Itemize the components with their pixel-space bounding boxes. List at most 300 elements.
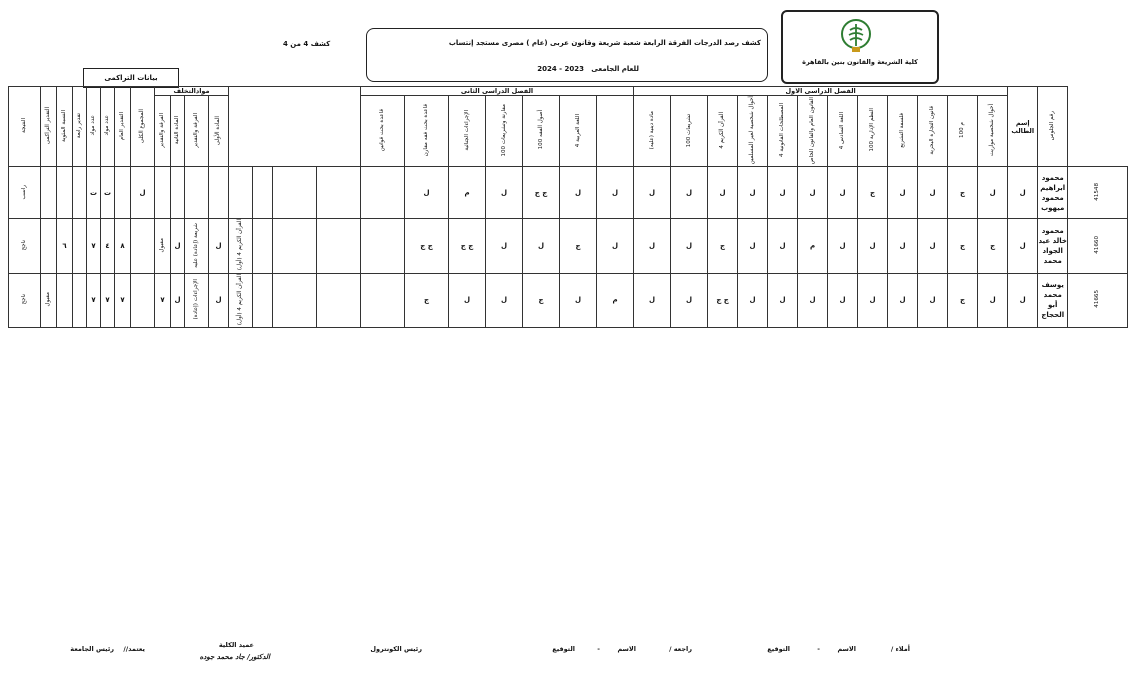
term2-grade-cell	[560, 219, 597, 273]
carryover-cell-text: القرآن الكريم 4 (أول)	[237, 219, 244, 271]
summary-header-text: عدد مواد	[104, 115, 110, 136]
term2-subject-header	[449, 96, 486, 167]
summary-header-text: التقدير التراكمى	[45, 107, 51, 145]
header-row-subjects	[9, 96, 1148, 167]
term1-grade-cell	[1008, 273, 1038, 327]
term1-subject-header	[888, 96, 918, 167]
carryover-cell-text: القرآن الكريم 4 (أول)	[237, 273, 244, 325]
summary-cell	[41, 273, 57, 327]
term2-grade-cell-text: م	[612, 296, 618, 305]
term2-grade-cell-text: ج ج	[460, 241, 474, 250]
roll-number-cell	[1068, 273, 1128, 327]
term2-grade-cell-text: م	[464, 188, 470, 197]
term1-grade-cell-text: ل	[839, 296, 846, 305]
term2-subject-header	[486, 96, 523, 167]
blank-cell	[361, 219, 405, 273]
summary-cell-text: ت	[89, 188, 98, 197]
summary-cell	[101, 273, 115, 327]
term1-grade-cell	[858, 273, 888, 327]
term1-grade-cell	[738, 167, 768, 219]
sheet-header	[366, 28, 768, 82]
term2-grade-cell-text: ل	[500, 241, 508, 250]
carryover-cell	[171, 273, 185, 327]
summary-cell	[101, 219, 115, 273]
summary-cell	[73, 219, 87, 273]
term1-grade-cell	[888, 273, 918, 327]
summary-cell-text: ٧	[91, 241, 96, 250]
term2-grade-cell	[486, 273, 523, 327]
term1-grade-cell	[948, 273, 978, 327]
carryover-cell	[229, 167, 253, 219]
term1-subject-header-text: مادة دينية (عليه)	[648, 111, 655, 150]
summary-cell-text: ٧	[105, 296, 110, 305]
term1-grade-cell	[798, 273, 828, 327]
term2-grade-cell-text: ل	[649, 188, 656, 197]
term1-grade-cell-text: ل	[779, 296, 786, 305]
summary-cell	[131, 273, 155, 327]
summary-cell	[155, 273, 171, 327]
term1-grade-cell-text: ج	[870, 188, 876, 197]
term1-header	[634, 87, 1008, 96]
summary-cell-text: ٧	[160, 296, 165, 305]
term1-grade-cell-text: ل	[749, 241, 756, 250]
term1-subject-header-text: القرآن الكريم 4	[719, 111, 726, 149]
term2-grade-cell-text: ل	[537, 241, 545, 250]
term2-grade-cell	[523, 167, 560, 219]
summary-header	[57, 87, 73, 167]
blank-cell	[317, 167, 361, 219]
term2-grade-cell	[597, 219, 634, 273]
term1-grade-cell-text: ل	[779, 188, 786, 197]
student-name-cell	[1038, 273, 1068, 327]
college-logo-box	[781, 10, 939, 84]
term2-grade-cell-text: ج ج	[534, 188, 548, 197]
summary-cell-text: ت	[103, 188, 112, 197]
term1-subject-header	[634, 96, 671, 167]
term1-subject-header-text: القانون العام والقانون الخاص	[809, 96, 816, 164]
term1-grade-cell	[768, 167, 798, 219]
term1-subject-header-text: أحوال شخصية مواريث	[989, 104, 996, 157]
term1-grade-cell-text: ل	[929, 188, 936, 197]
carryover-cell	[229, 273, 253, 327]
term1-grade-cell	[858, 167, 888, 219]
summary-header	[115, 87, 131, 167]
term2-grade-cell-text: ج ج	[420, 241, 433, 250]
term1-grade-cell-text: ل	[929, 296, 936, 305]
term2-subject-header-text: قاعدة بحث قوانين	[379, 108, 386, 152]
summary-cell	[73, 167, 87, 219]
footer-dictated: أملاء /	[890, 645, 910, 653]
term2-subject-header	[560, 96, 597, 167]
footer-dean-name: الدكتور/ جاد محمد جوده	[199, 653, 270, 661]
carryover-cell	[209, 273, 229, 327]
term1-header-text: الفصل الدراسى الاول	[785, 87, 856, 95]
summary-cell-text: ٨	[120, 241, 125, 250]
term1-grade-cell-text: ج	[960, 241, 966, 250]
term1-subject-header	[738, 96, 768, 167]
carryover-subject-header-text: المادة الثانية	[174, 116, 180, 145]
student-row	[9, 167, 1148, 219]
term1-grade-cell-text: ل	[749, 296, 756, 305]
term1-subject-header	[978, 96, 1008, 167]
term2-grade-cell	[597, 167, 634, 219]
term2-grade-cell-text: ل	[574, 296, 582, 305]
term2-grade-cell	[560, 167, 597, 219]
term2-grade-cell	[523, 273, 560, 327]
term1-subject-header-text: قانون التجارة البحرية	[929, 105, 936, 155]
term2-subject-header-text: أصول الفقه 100	[537, 110, 544, 150]
term1-grade-cell	[671, 167, 708, 219]
term1-grade-cell	[738, 273, 768, 327]
summary-cell	[87, 273, 101, 327]
term2-grade-cell	[523, 219, 560, 273]
term1-grade-cell-text: ل	[1019, 296, 1026, 305]
term2-header-text: الفصل الدراسى الثانى	[460, 87, 534, 95]
carryover-cell-text: الإجراءات (إعادة)	[193, 278, 199, 320]
term2-grade-cell	[560, 273, 597, 327]
summary-header-text: المجموع الكلى	[139, 108, 145, 143]
footer-reviewed: راجعه /	[669, 645, 692, 653]
term2-subject-header-text: اللغة العربية 4	[574, 113, 581, 147]
summary-cell	[131, 219, 155, 273]
carryover-header	[155, 87, 229, 96]
summary-cell	[41, 167, 57, 219]
term1-grade-cell	[828, 167, 858, 219]
carryover-subject-header	[209, 96, 229, 167]
term1-subject-header	[798, 96, 828, 167]
footer-name1: الاسم	[837, 645, 856, 653]
carryover-cell	[185, 219, 209, 273]
blank-cell	[361, 167, 405, 219]
term2-grade-cell-text: ل	[612, 188, 619, 197]
blank-header	[229, 87, 361, 167]
term2-grade-cell	[486, 219, 523, 273]
term2-grade-cell-text: ل	[500, 296, 508, 305]
carryover-subject-header	[171, 96, 185, 167]
blank-cell	[253, 273, 273, 327]
term1-grade-cell-text: ل	[929, 241, 936, 250]
carryover-cell	[171, 219, 185, 273]
blank-cell	[253, 219, 273, 273]
student-name-header-text: إسم الطالب	[1011, 118, 1035, 135]
student-row	[9, 219, 1148, 273]
header-row-sections	[9, 87, 1148, 96]
term2-grade-cell-text: ل	[612, 241, 619, 250]
term1-grade-cell-text: ل	[809, 296, 816, 305]
footer-approved: يعتمد//	[123, 645, 145, 653]
term1-subject-header-text: فلسفة التشريع	[899, 112, 906, 148]
summary-header-text: النتيجة	[21, 118, 27, 134]
summary-cell	[9, 219, 41, 273]
term1-grade-cell-text: ل	[839, 241, 846, 250]
footer-sign2: التوقيع	[552, 645, 575, 653]
summary-cell-text: ل	[139, 188, 146, 197]
term2-grade-cell-text: ل	[500, 188, 508, 197]
footer-sign1: التوقيع	[767, 645, 790, 653]
carryover-cell	[229, 219, 253, 273]
grades-table	[8, 86, 1148, 328]
term1-grade-cell	[978, 167, 1008, 219]
term2-subject-header	[405, 96, 449, 167]
summary-header-text: التقدير العام	[119, 111, 125, 140]
term2-grade-cell	[634, 167, 671, 219]
term1-grade-cell	[918, 219, 948, 273]
summary-cell	[57, 167, 73, 219]
term1-grade-cell	[888, 219, 918, 273]
carryover-cell-text: ل	[174, 241, 181, 250]
term1-grade-cell-text: ج ج	[716, 296, 729, 305]
roll-number-cell	[1068, 219, 1128, 273]
roll-number-cell-text: 41665	[1094, 290, 1101, 308]
summary-cell	[57, 219, 73, 273]
term1-subject-header-text: أحوال شخصية لغير المسلمين	[749, 96, 756, 165]
summary-cell-text: مقبول	[45, 291, 51, 307]
term1-grade-cell	[858, 219, 888, 273]
summary-cell	[9, 167, 41, 219]
term2-grade-cell-text: ج	[575, 241, 581, 250]
term1-grade-cell-text: ل	[839, 188, 846, 197]
term1-grade-cell	[978, 219, 1008, 273]
term2-grade-cell	[449, 273, 486, 327]
summary-cell-text: ناجح	[21, 293, 27, 305]
footer-control: رئيس الكونترول	[370, 645, 422, 653]
student-name-header	[1008, 87, 1038, 167]
term1-subject-header	[768, 96, 798, 167]
term1-grade-cell	[708, 219, 738, 273]
term1-subject-header-text: تشريعات 100	[685, 113, 692, 147]
student-name-cell	[1038, 219, 1068, 273]
term1-subject-header-text: م 100	[959, 122, 966, 139]
term1-grade-cell	[828, 273, 858, 327]
student-name-cell-text: محمود ابراهيم محمود ميهوب	[1040, 173, 1066, 212]
term2-grade-cell-text: ج	[423, 296, 430, 305]
term1-grade-cell-text: ل	[749, 188, 756, 197]
summary-cell-text: ناجح	[21, 239, 27, 251]
term2-subject-header	[361, 96, 405, 167]
year-label: للعام الجامعى	[591, 65, 639, 73]
term1-grade-cell-text: ل	[686, 296, 693, 305]
term2-header	[361, 87, 634, 96]
term1-grade-cell-text: ل	[1019, 188, 1026, 197]
summary-cell-text: ٧	[120, 296, 125, 305]
student-name-cell-text: محمود خالد عيد الجواد محمد	[1038, 226, 1067, 265]
term2-grade-cell-text: ل	[423, 188, 430, 197]
carryover-subject-header-text: الفرقة والتقدير	[193, 112, 199, 148]
term1-grade-cell-text: ج	[960, 296, 966, 305]
student-name-cell-text: يوسف محمد أبو الحجاج	[1041, 281, 1065, 320]
term1-grade-cell	[768, 219, 798, 273]
term1-grade-cell	[918, 273, 948, 327]
footer-dean: عميد الكلية	[218, 641, 254, 649]
summary-header	[131, 87, 155, 167]
term2-grade-cell	[486, 167, 523, 219]
term1-subject-header	[671, 96, 708, 167]
term1-grade-cell-text: ل	[719, 188, 726, 197]
term2-grade-cell	[597, 273, 634, 327]
term1-grade-cell	[798, 167, 828, 219]
college-name: كلية الشريعة والقانون بنين بالقاهرة	[802, 58, 918, 66]
term2-grade-cell	[449, 167, 486, 219]
student-row	[9, 273, 1148, 327]
carryover-cell	[185, 273, 209, 327]
roll-header-text: رقم الجلوس	[1049, 111, 1056, 141]
roll-header	[1038, 87, 1068, 167]
header-title: كشف رصد الدرجات الفرقة الرابعة شعبة شريعة وقانون عربى (عام ) مصرى مستجد إنتساب	[448, 39, 761, 47]
term1-subject-header	[858, 96, 888, 167]
term1-grade-cell-text: ل	[686, 241, 693, 250]
roll-number-cell-text: 41660	[1094, 236, 1101, 254]
term1-grade-cell	[1008, 167, 1038, 219]
cumulative-label: بيانات التراكمى	[83, 68, 179, 88]
palm-emblem-icon	[840, 18, 872, 54]
academic-year	[537, 65, 639, 73]
term1-grade-cell	[671, 219, 708, 273]
term2-subject-header-text: قاعدة بحث فقه مقارن	[423, 103, 430, 157]
blank-cell	[361, 273, 405, 327]
term1-subject-header	[828, 96, 858, 167]
blank-cell	[273, 273, 317, 327]
summary-cell	[115, 273, 131, 327]
term1-grade-cell	[708, 273, 738, 327]
summary-cell-text: راسب	[21, 184, 27, 200]
term2-grade-cell-text: ل	[574, 188, 582, 197]
summary-cell	[87, 219, 101, 273]
blank-cell	[273, 219, 317, 273]
term1-grade-cell-text: ل	[1019, 241, 1026, 250]
term1-grade-cell	[948, 219, 978, 273]
summary-cell	[155, 167, 171, 219]
term1-grade-cell-text: ل	[899, 188, 906, 197]
term1-grade-cell-text: ل	[686, 188, 693, 197]
blank-cell	[317, 219, 361, 273]
term1-grade-cell-text: م	[810, 241, 816, 250]
term2-grade-cell	[405, 273, 449, 327]
carryover-cell	[209, 219, 229, 273]
carryover-subject-header-text: المادة الأولى	[215, 115, 221, 145]
summary-cell	[87, 167, 101, 219]
term2-grade-cell	[634, 219, 671, 273]
summary-cell	[9, 273, 41, 327]
summary-header-text: عدد مواد	[90, 115, 96, 136]
year-value: 2023 - 2024	[537, 65, 584, 73]
summary-cell	[41, 219, 57, 273]
summary-header-text: تقدير رابعة	[76, 113, 82, 139]
term1-subject-header-text: اللغة السادس 4	[839, 111, 846, 149]
footer-dash2: -	[597, 645, 600, 653]
roll-number-cell-text: 41548	[1094, 182, 1101, 201]
summary-cell	[101, 167, 115, 219]
footer-president: رئيس الجامعة	[70, 645, 114, 653]
carryover-cell-text: ل	[215, 241, 222, 250]
term1-grade-cell	[828, 219, 858, 273]
carryover-cell-text: شريعة (إعادة) عليه	[193, 222, 199, 268]
carryover-subject-header	[185, 96, 209, 167]
student-name-cell	[1038, 167, 1068, 219]
term2-subject-header	[523, 96, 560, 167]
summary-header	[41, 87, 57, 167]
footer-name2: الاسم	[617, 645, 636, 653]
term1-grade-cell-text: ل	[899, 296, 906, 305]
term2-subject-header	[597, 96, 634, 167]
term2-grade-cell	[405, 219, 449, 273]
term1-grade-cell	[948, 167, 978, 219]
carryover-cell-text: ل	[215, 296, 222, 305]
summary-cell	[115, 219, 131, 273]
term1-subject-header-text: المصطلحات القانونية 4	[779, 103, 786, 158]
term2-grade-cell-text: ل	[649, 296, 656, 305]
term2-grade-cell-text: ل	[649, 241, 656, 250]
term1-grade-cell	[738, 219, 768, 273]
term1-grade-cell	[768, 273, 798, 327]
blank-cell	[273, 167, 317, 219]
term1-grade-cell-text: ل	[899, 241, 906, 250]
term1-grade-cell-text: ل	[809, 188, 816, 197]
summary-header	[9, 87, 41, 167]
term1-grade-cell-text: ل	[869, 241, 876, 250]
term1-grade-cell-text: ج	[960, 188, 966, 197]
summary-cell	[131, 167, 155, 219]
term2-grade-cell-text: ج	[538, 296, 544, 305]
term2-grade-cell-text: ل	[463, 296, 471, 305]
summary-cell	[115, 167, 131, 219]
carryover-cell	[171, 167, 185, 219]
sheet-number: كشف 4 من 4	[283, 40, 331, 48]
term1-grade-cell-text: ل	[779, 241, 786, 250]
term2-grade-cell	[405, 167, 449, 219]
term1-grade-cell	[918, 167, 948, 219]
summary-cell-text: ٤	[105, 241, 110, 250]
carryover-cell	[209, 167, 229, 219]
blank-cell	[317, 273, 361, 327]
carryover-cell	[185, 167, 209, 219]
summary-cell	[73, 273, 87, 327]
term1-grade-cell-text: ج	[990, 241, 996, 250]
summary-cell-text: ٦	[62, 241, 67, 250]
summary-header-text: النسبة المئوية	[61, 109, 67, 142]
term1-grade-cell	[671, 273, 708, 327]
term2-subject-header-text: الإجراءات الجنائية	[463, 109, 470, 151]
term1-grade-cell	[1008, 219, 1038, 273]
summary-cell	[155, 219, 171, 273]
term1-grade-cell	[888, 167, 918, 219]
term1-subject-header	[918, 96, 948, 167]
term1-subject-header	[708, 96, 738, 167]
carryover-cell-text: ل	[174, 296, 181, 305]
summary-cell-text: مقبول	[159, 237, 165, 253]
term1-subject-header-text: 100 النظم الإدارية	[869, 108, 876, 152]
term1-grade-cell	[798, 219, 828, 273]
term2-subject-header-text: مقارنة وتشريعات 100	[500, 103, 507, 157]
term2-grade-cell	[634, 273, 671, 327]
summary-header	[101, 87, 115, 167]
term1-grade-cell-text: ج	[720, 241, 726, 250]
summary-header	[73, 87, 87, 167]
carryover-header-text: موادالتخلف	[173, 87, 210, 95]
term1-grade-cell-text: ل	[989, 188, 996, 197]
term2-grade-cell	[449, 219, 486, 273]
footer-dash1: -	[817, 645, 820, 653]
summary-cell-text: ٧	[91, 296, 96, 305]
term1-grade-cell	[978, 273, 1008, 327]
term1-subject-header	[948, 96, 978, 167]
blank-cell	[253, 167, 273, 219]
carryover-subject-header-text: الفرقة والتقدير	[159, 112, 165, 148]
term1-grade-cell-text: ل	[989, 296, 996, 305]
summary-cell	[57, 273, 73, 327]
roll-number-cell	[1068, 167, 1128, 219]
term1-grade-cell	[708, 167, 738, 219]
summary-header	[87, 87, 101, 167]
